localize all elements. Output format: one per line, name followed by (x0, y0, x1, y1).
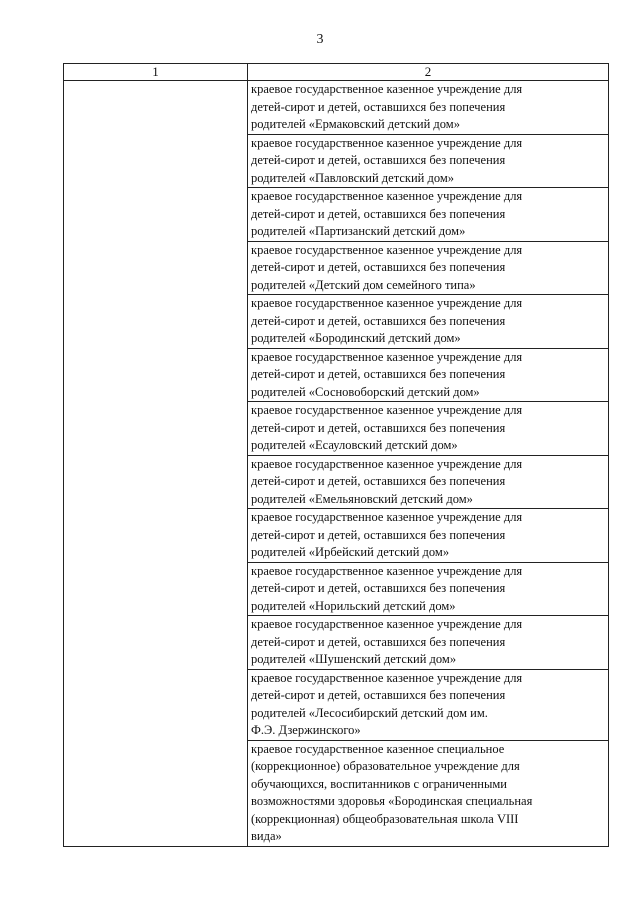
institution-line: родителей «Ирбейский детский дом» (251, 545, 450, 559)
institution-line: возможностями здоровья «Бородинская специальная (251, 794, 533, 808)
institution-line: краевое государственное казенное учреждение для (251, 242, 523, 257)
institution-line: родителей «Бородинский детский дом» (251, 331, 461, 345)
institution-line: детей-сирот и детей, оставшихся без попечения (251, 474, 506, 488)
institution-line: родителей «Емельяновский детский дом» (251, 491, 473, 506)
institution-line: родителей «Партизанский детский дом» (251, 224, 466, 238)
institution-line: краевое государственное казенное учреждение для (251, 510, 523, 524)
institution-line: детей-сирот и детей, оставшихся без попечения (251, 367, 506, 381)
institution-line: родителей «Павловский детский дом» (251, 170, 454, 185)
institution-cell (248, 295, 609, 349)
institution-line: детей-сирот и детей, оставшихся без попечения (251, 153, 506, 167)
institution-cell (248, 188, 609, 242)
institution-line: детей-сирот и детей, оставшихся без попечения (251, 206, 506, 221)
table-header-row (64, 64, 609, 81)
table-row (64, 81, 609, 135)
institution-cell (248, 402, 609, 456)
institution-line: краевое государственное казенное учреждение для (251, 349, 523, 364)
institution-cell (248, 740, 609, 846)
institution-cell (248, 509, 609, 563)
institution-cell (248, 134, 609, 188)
institution-line: родителей «Лесосибирский детский дом им. (251, 705, 488, 720)
institution-cell (248, 348, 609, 402)
institution-line: краевое государственное казенное учреждение для (251, 189, 523, 203)
institutions-table (63, 63, 609, 847)
institution-line: родителей «Сосновоборский детский дом» (251, 384, 480, 399)
institution-line: детей-сирот и детей, оставшихся без попечения (251, 527, 506, 542)
institution-line: родителей «Норильский детский дом» (251, 598, 456, 613)
institution-line: краевое государственное казенное специальное (251, 741, 505, 756)
institution-cell (248, 616, 609, 670)
institution-line: родителей «Ермаковский детский дом» (251, 117, 460, 131)
institution-cell (248, 669, 609, 740)
institution-line: краевое государственное казенное учреждение для (251, 670, 523, 685)
column-1-cell (64, 81, 248, 847)
institution-line: детей-сирот и детей, оставшихся без попечения (251, 420, 506, 435)
institution-line: детей-сирот и детей, оставшихся без попечения (251, 581, 506, 595)
institution-line: детей-сирот и детей, оставшихся без попечения (251, 634, 506, 649)
institution-line: краевое государственное казенное учреждение для (251, 82, 523, 96)
institution-line: детей-сирот и детей, оставшихся без попечения (251, 688, 506, 702)
institution-line: краевое государственное казенное учреждение для (251, 135, 523, 150)
column-header-2: 2 (248, 64, 609, 81)
institution-cell (248, 241, 609, 295)
institution-line: (коррекционная) общеобразовательная школа VIII (251, 811, 519, 826)
institution-line: детей-сирот и детей, оставшихся без попечения (251, 313, 506, 328)
institution-line: обучающихся, воспитанников с ограниченными (251, 776, 507, 791)
institution-line: Ф.Э. Дзержинского» (251, 723, 361, 737)
institution-line: краевое государственное казенное учреждение для (251, 617, 523, 631)
institution-line: краевое государственное казенное учреждение для (251, 456, 523, 471)
institution-line: вида» (251, 829, 282, 843)
institution-line: (коррекционное) образовательное учреждение для (251, 759, 520, 773)
institution-line: родителей «Детский дом семейного типа» (251, 277, 476, 292)
institution-line: детей-сирот и детей, оставшихся без попечения (251, 260, 506, 274)
institution-cell (248, 562, 609, 616)
institution-line: краевое государственное казенное учреждение для (251, 563, 523, 578)
institution-line: родителей «Есауловский детский дом» (251, 438, 458, 452)
page-number: 3 (316, 32, 324, 47)
institution-cell (248, 455, 609, 509)
column-header-1: 1 (64, 64, 248, 81)
institution-line: краевое государственное казенное учреждение для (251, 296, 523, 310)
institution-cell (248, 81, 609, 135)
institution-line: краевое государственное казенное учреждение для (251, 403, 523, 417)
table-body (64, 81, 609, 847)
institution-line: детей-сирот и детей, оставшихся без попечения (251, 99, 506, 114)
institution-line: родителей «Шушенский детский дом» (251, 652, 457, 666)
